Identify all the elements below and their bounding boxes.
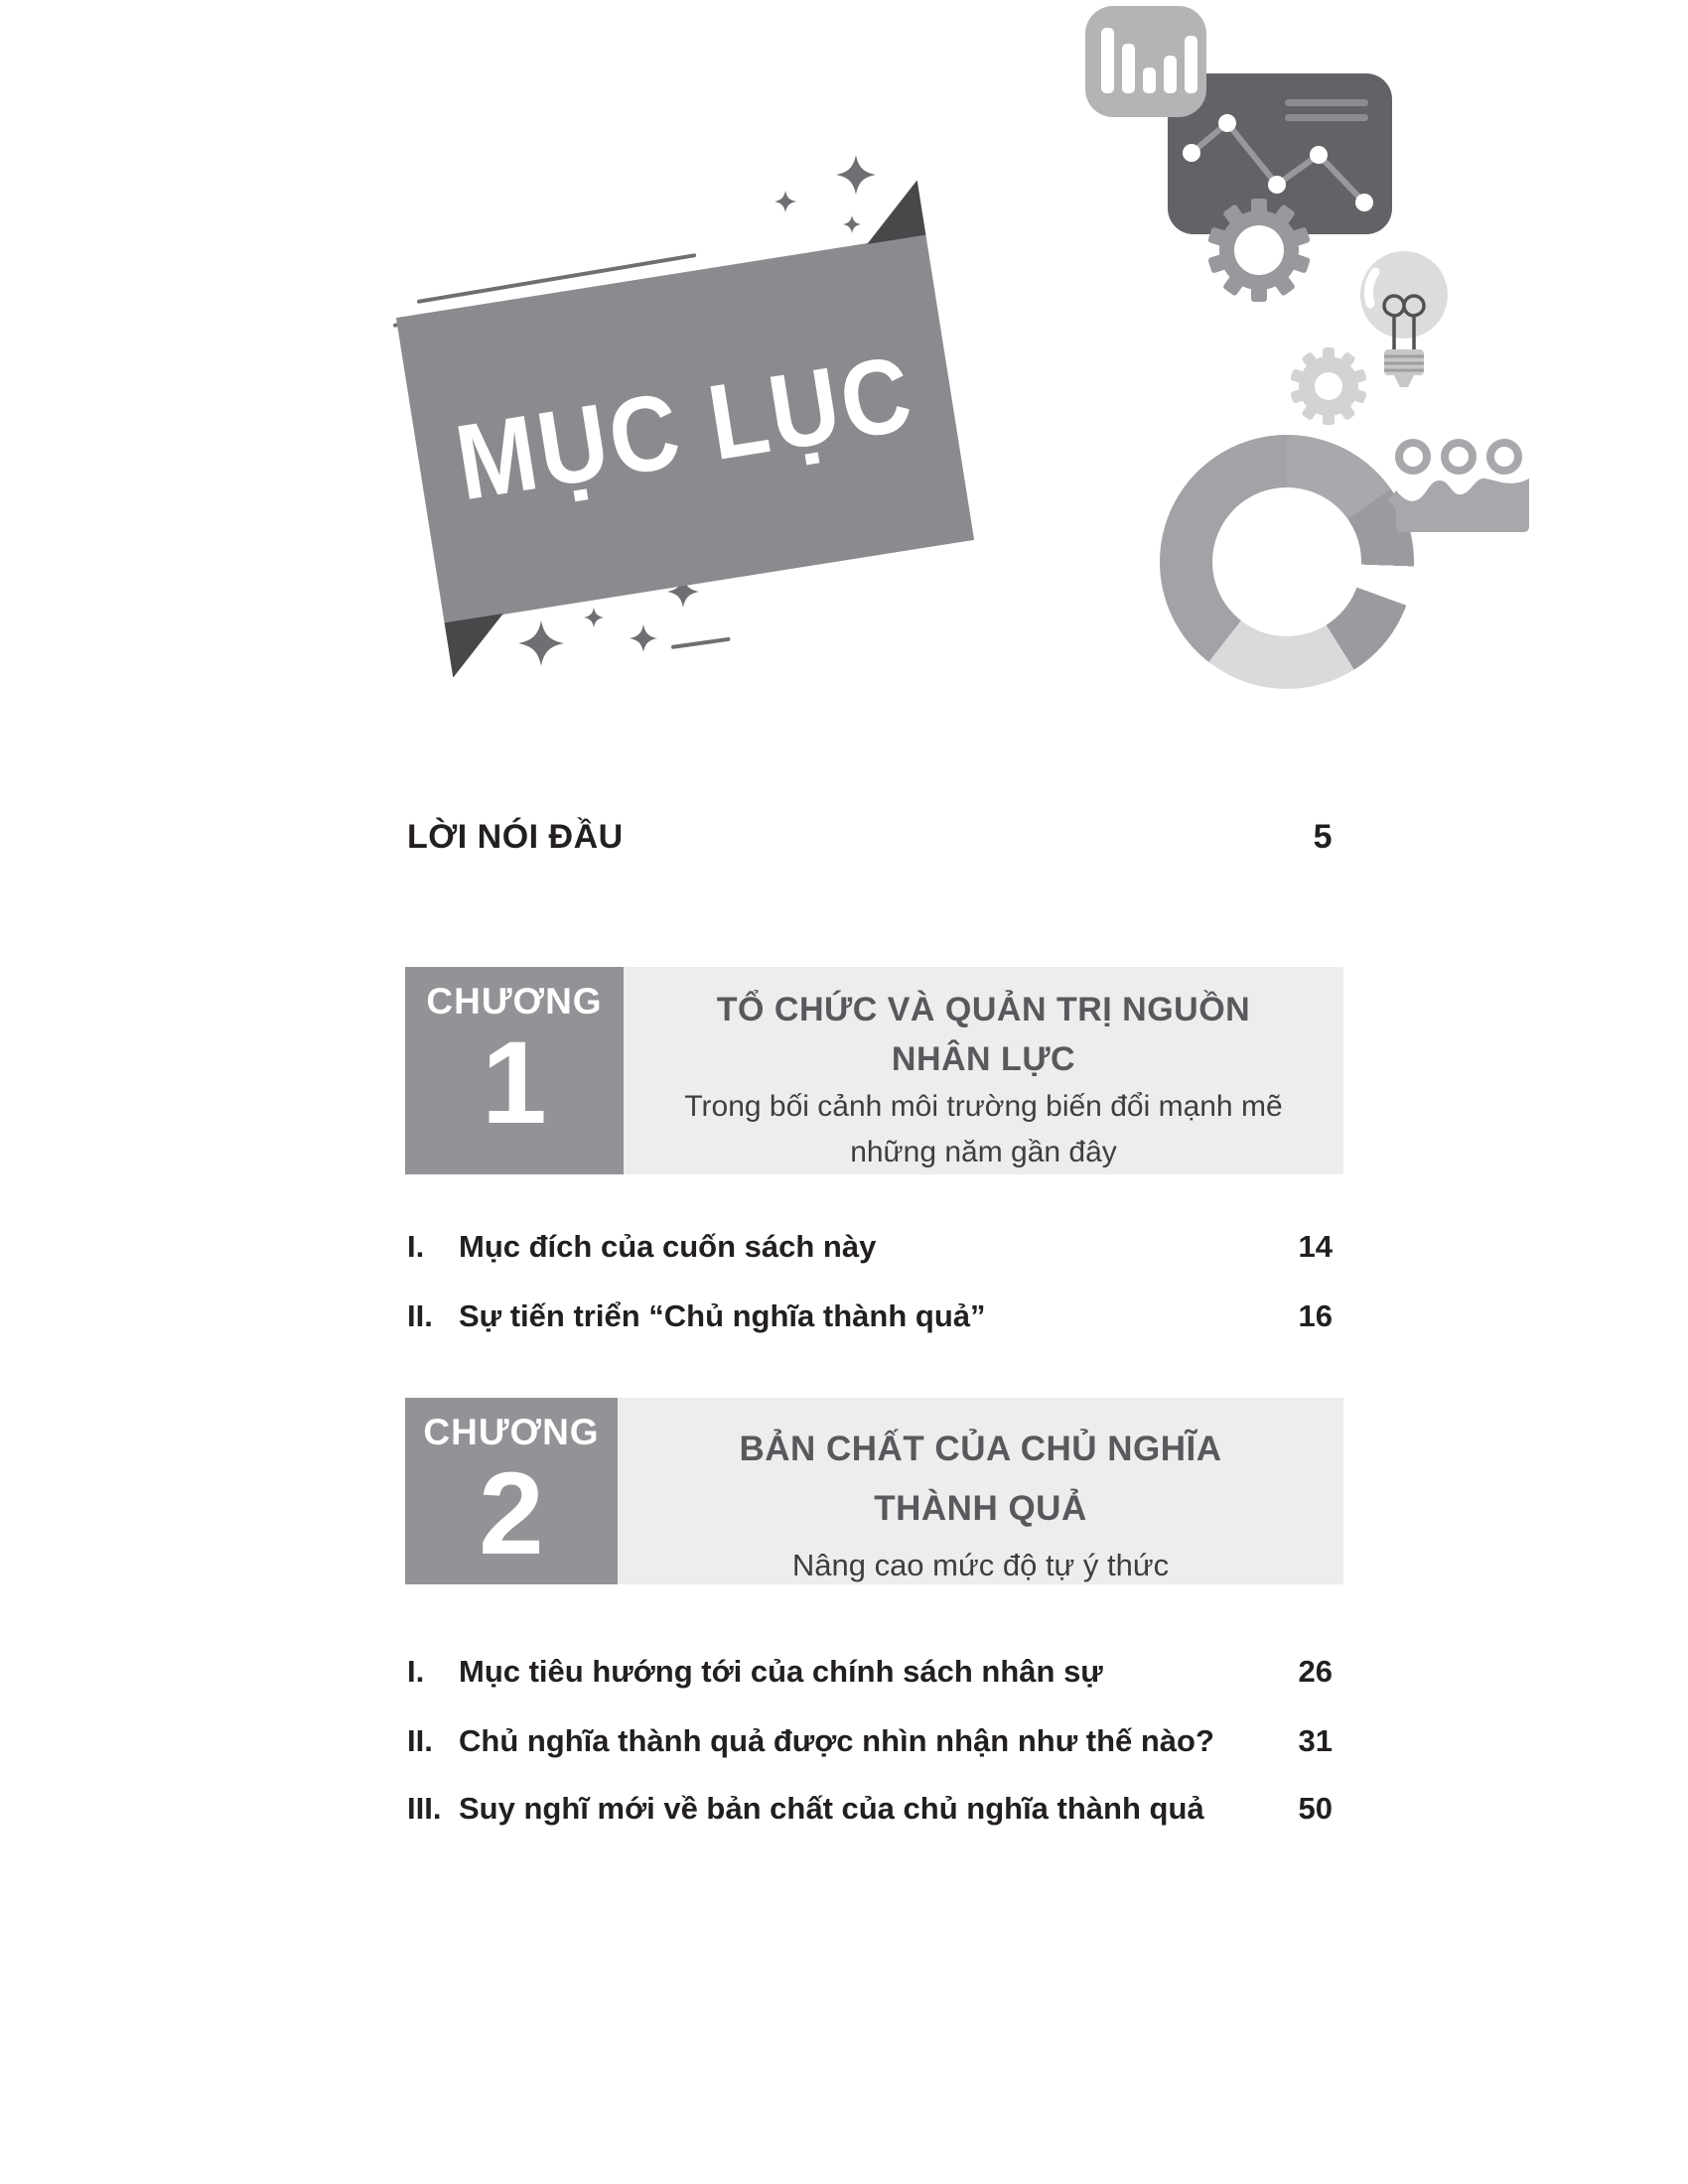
- item-numeral: I.: [407, 1229, 425, 1264]
- title-banner: [415, 197, 963, 663]
- toc-item-row: [407, 1791, 1333, 1827]
- item-numeral: I.: [407, 1654, 425, 1689]
- item-label: Mục đích của cuốn sách này: [459, 1229, 877, 1264]
- donut-chart-icon: [1160, 435, 1414, 689]
- chapter-title-line: THÀNH QUẢ: [874, 1489, 1087, 1528]
- chapter-title-line: TỔ CHỨC VÀ QUẢN TRỊ NGUỒN: [716, 991, 1251, 1028]
- chapter-1-badge: [405, 967, 624, 1174]
- chapter-2-header: [405, 1398, 1343, 1584]
- chapter-badge-label: CHƯƠNG: [426, 981, 603, 1022]
- chapter-subtitle-line: Nâng cao mức độ tự ý thức: [791, 1548, 1170, 1582]
- item-label: Chủ nghĩa thành quả được nhìn nhận như thế nào?: [459, 1723, 1214, 1758]
- donut-hole: [1212, 487, 1361, 636]
- chapter-subtitle-line: Trong bối cảnh môi trường biến đổi mạnh mẽ: [684, 1090, 1283, 1123]
- small-gear-icon: [1288, 345, 1369, 427]
- page-number: 16: [1298, 1298, 1333, 1333]
- bar-chart-icon: [1085, 6, 1206, 117]
- chapter-1-header: [405, 967, 1343, 1174]
- toc-item-row: [407, 1298, 1333, 1334]
- ribbon: [396, 234, 974, 624]
- chapter-1-title-panel: [624, 967, 1343, 1174]
- item-label: Suy nghĩ mới về bản chất của chủ nghĩa thành quả: [459, 1791, 1204, 1826]
- page-number: 5: [1313, 818, 1333, 856]
- chapter-title-line: BẢN CHẤT CỦA CHỦ NGHĨA: [739, 1430, 1222, 1468]
- ribbon-fold-icon: [858, 180, 925, 244]
- toc-item-row: [407, 1654, 1333, 1690]
- page-number: 31: [1298, 1723, 1333, 1758]
- chapter-title-line: NHÂN LỰC: [891, 1040, 1076, 1078]
- chapter-subtitle-line: những năm gần đây: [850, 1136, 1117, 1168]
- preface-label: LỜI NÓI ĐẦU: [407, 818, 624, 856]
- toc-item-row: [407, 1229, 1333, 1265]
- ribbon-fold-icon: [445, 614, 512, 678]
- page-number: 50: [1298, 1791, 1333, 1826]
- page-number: 26: [1298, 1654, 1333, 1689]
- gear-icon: [1205, 197, 1313, 304]
- item-numeral: II.: [407, 1723, 433, 1758]
- toc-preface-row: [407, 818, 1333, 857]
- item-numeral: III.: [407, 1791, 442, 1826]
- chapter-badge-number: 2: [479, 1448, 544, 1579]
- page-number: 14: [1298, 1229, 1333, 1264]
- rings-wave-icon: [1388, 439, 1529, 534]
- item-numeral: II.: [407, 1298, 433, 1333]
- toc-item-row: [407, 1723, 1333, 1759]
- page-title: MỤC LỤC: [448, 334, 922, 523]
- lightbulb-icon: [1358, 250, 1450, 391]
- chapter-badge-number: 1: [482, 1018, 547, 1149]
- item-label: Sự tiến triển “Chủ nghĩa thành quả”: [459, 1298, 986, 1333]
- item-label: Mục tiêu hướng tới của chính sách nhân sự: [459, 1654, 1103, 1689]
- chapter-2-badge: [405, 1398, 618, 1584]
- chapter-badge-label: CHƯƠNG: [423, 1412, 600, 1452]
- chapter-2-title-panel: [618, 1398, 1343, 1584]
